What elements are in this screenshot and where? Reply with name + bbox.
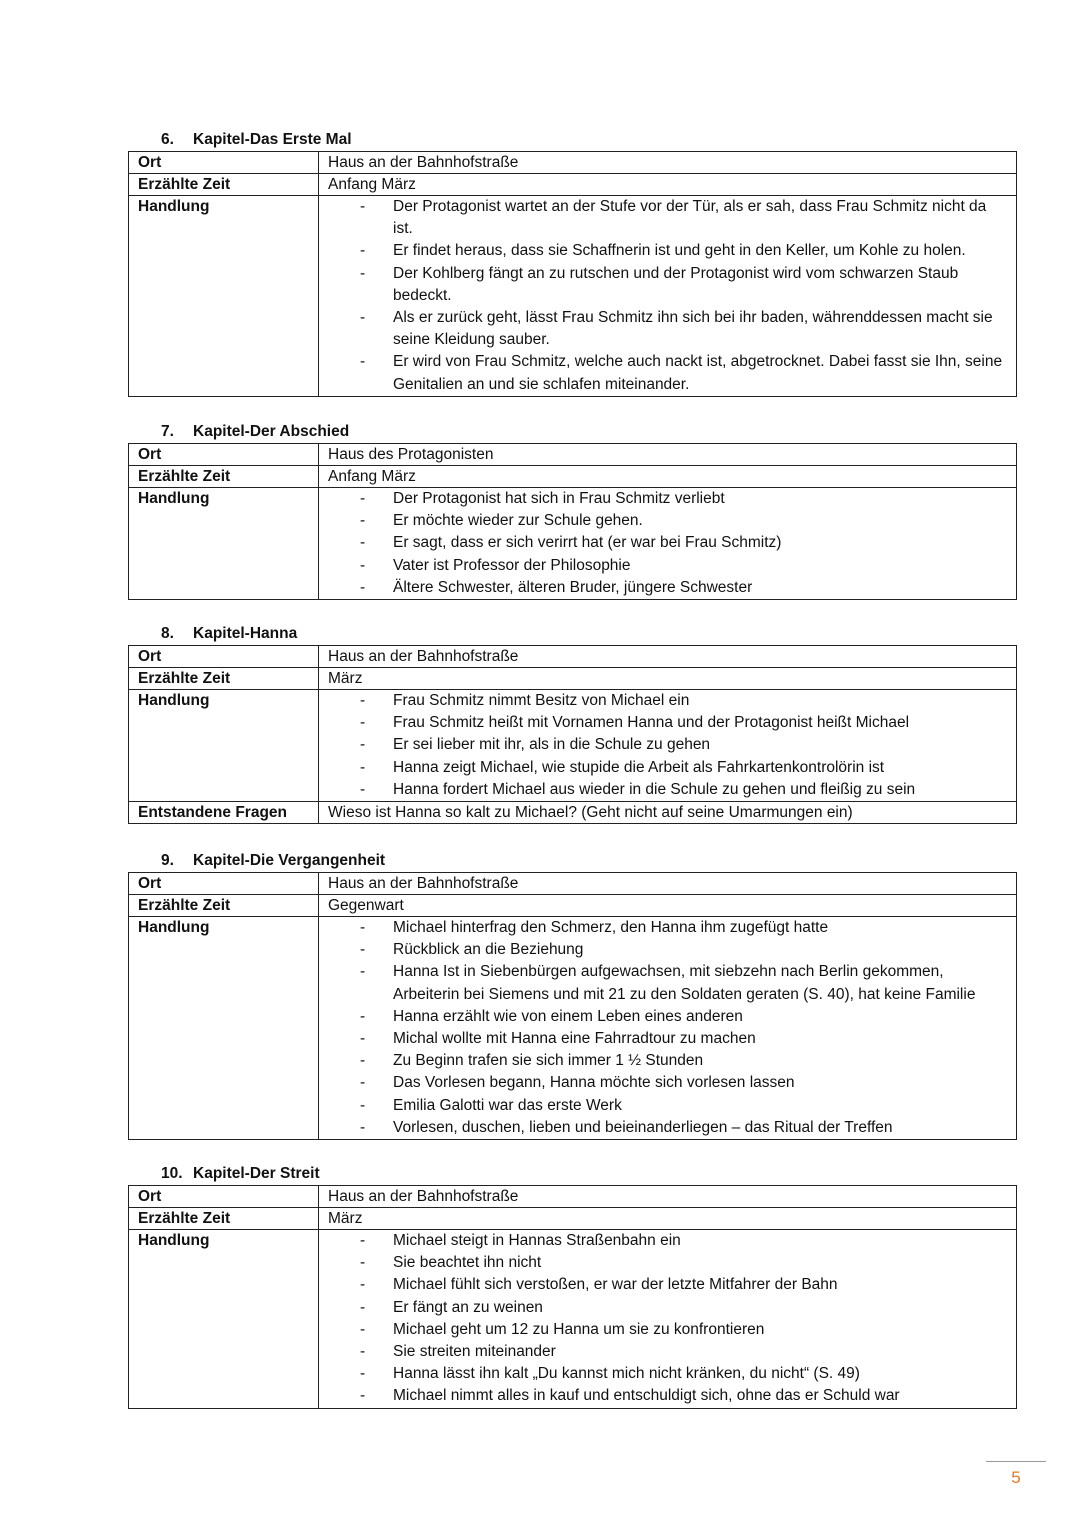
list-item: - Sie beachtet ihn nicht: [319, 1252, 1016, 1274]
row-ort: [129, 444, 1017, 466]
list-item: - Michael fühlt sich verstoßen, er war der letzte Mitfahrer der Bahn: [319, 1274, 1016, 1296]
value-ort: Haus an der Bahnhofstraße: [319, 873, 1017, 895]
row-zeit: [129, 466, 1017, 488]
row-zeit: [129, 1208, 1017, 1230]
value-ort: Haus an der Bahnhofstraße: [319, 646, 1017, 668]
value-handlung: [319, 1230, 1017, 1409]
list-item: - Emilia Galotti war das erste Werk: [319, 1095, 1016, 1117]
list-item: - Als er zurück geht, lässt Frau Schmitz ihn sich bei ihr baden, währenddessen macht sie seine Kleidung sauber.: [319, 307, 1016, 351]
handlung-list: [319, 917, 1016, 1139]
value-fragen: Wieso ist Hanna so kalt zu Michael? (Geht nicht auf seine Umarmungen ein): [319, 802, 1017, 824]
chapter-table: [128, 443, 1017, 600]
row-zeit: [129, 668, 1017, 690]
chapter-title: Kapitel-Der Streit: [193, 1165, 320, 1182]
label-ort: Ort: [129, 1186, 319, 1208]
label-zeit: Erzählte Zeit: [129, 466, 319, 488]
label-zeit: Erzählte Zeit: [129, 668, 319, 690]
list-item: - Hanna fordert Michael aus wieder in die Schule zu gehen und fleißig zu sein: [319, 779, 1016, 801]
list-item: - Hanna erzählt wie von einem Leben eines anderen: [319, 1006, 1016, 1028]
value-handlung: [319, 917, 1017, 1140]
value-handlung: [319, 488, 1017, 600]
chapter-table: [128, 151, 1017, 397]
handlung-list: [319, 488, 1016, 599]
row-ort: [129, 646, 1017, 668]
label-ort: Ort: [129, 873, 319, 895]
list-item: - Michael hinterfrag den Schmerz, den Hanna ihm zugefügt hatte: [319, 917, 1016, 939]
handlung-list: [319, 1230, 1016, 1408]
list-item: - Er wird von Frau Schmitz, welche auch nackt ist, abgetrocknet. Dabei fasst sie Ihn, seine Genitalien an und sie schlafen miteinander.: [319, 351, 1016, 395]
chapter-6: [128, 129, 1017, 397]
chapter-heading: [128, 1163, 1017, 1185]
label-ort: Ort: [129, 444, 319, 466]
value-zeit: Gegenwart: [319, 895, 1017, 917]
value-ort: Haus an der Bahnhofstraße: [319, 152, 1017, 174]
value-zeit: Anfang März: [319, 174, 1017, 196]
list-item: - Er sei lieber mit ihr, als in die Schule zu gehen: [319, 734, 1016, 756]
chapter-title: Kapitel-Hanna: [193, 625, 298, 642]
chapter-number: 7.: [161, 423, 174, 440]
row-handlung: [129, 488, 1017, 600]
label-zeit: Erzählte Zeit: [129, 895, 319, 917]
value-ort: Haus an der Bahnhofstraße: [319, 1186, 1017, 1208]
list-item: - Der Kohlberg fängt an zu rutschen und der Protagonist wird vom schwarzen Staub bedeckt.: [319, 263, 1016, 307]
chapter-number: 9.: [161, 852, 174, 869]
list-item: - Vorlesen, duschen, lieben und beieinanderliegen – das Ritual der Treffen: [319, 1117, 1016, 1139]
value-zeit: März: [319, 668, 1017, 690]
list-item: - Vater ist Professor der Philosophie: [319, 555, 1016, 577]
row-ort: [129, 152, 1017, 174]
list-item: - Hanna lässt ihn kalt „Du kannst mich nicht kränken, du nicht“ (S. 49): [319, 1363, 1016, 1385]
label-fragen: Entstandene Fragen: [129, 802, 319, 824]
chapter-number: 6.: [161, 131, 174, 148]
list-item: - Der Protagonist hat sich in Frau Schmitz verliebt: [319, 488, 1016, 510]
list-item: - Zu Beginn trafen sie sich immer 1 ½ Stunden: [319, 1050, 1016, 1072]
value-ort: Haus des Protagonisten: [319, 444, 1017, 466]
label-handlung: Handlung: [129, 690, 319, 802]
row-handlung: [129, 196, 1017, 397]
list-item: - Hanna Ist in Siebenbürgen aufgewachsen, mit siebzehn nach Berlin gekommen, Arbeiterin bei Siemens und mit 21 zu den Soldaten geraten (S. 40), hat keine Familie: [319, 961, 1016, 1005]
label-zeit: Erzählte Zeit: [129, 1208, 319, 1230]
list-item: - Ältere Schwester, älteren Bruder, jüngere Schwester: [319, 577, 1016, 599]
chapter-heading: [128, 850, 1017, 872]
label-ort: Ort: [129, 152, 319, 174]
chapter-number: 8.: [161, 625, 174, 642]
row-ort: [129, 1186, 1017, 1208]
row-handlung: [129, 917, 1017, 1140]
chapter-10: [128, 1163, 1017, 1409]
row-zeit: [129, 174, 1017, 196]
list-item: - Hanna zeigt Michael, wie stupide die Arbeit als Fahrkartenkontrolörin ist: [319, 757, 1016, 779]
list-item: - Frau Schmitz nimmt Besitz von Michael ein: [319, 690, 1016, 712]
chapter-table: [128, 872, 1017, 1140]
value-zeit: Anfang März: [319, 466, 1017, 488]
list-item: - Das Vorlesen begann, Hanna möchte sich vorlesen lassen: [319, 1072, 1016, 1094]
chapter-heading: [128, 623, 1017, 645]
chapter-8: [128, 623, 1017, 824]
label-zeit: Erzählte Zeit: [129, 174, 319, 196]
list-item: - Michael nimmt alles in kauf und entschuldigt sich, ohne das er Schuld war: [319, 1385, 1016, 1407]
chapter-heading: [128, 421, 1017, 443]
chapter-table: [128, 645, 1017, 824]
list-item: - Michael steigt in Hannas Straßenbahn ein: [319, 1230, 1016, 1252]
chapter-table: [128, 1185, 1017, 1409]
list-item: - Er fängt an zu weinen: [319, 1297, 1016, 1319]
chapter-title: Kapitel-Das Erste Mal: [193, 131, 352, 148]
list-item: - Michal wollte mit Hanna eine Fahrradtour zu machen: [319, 1028, 1016, 1050]
handlung-list: [319, 690, 1016, 801]
label-ort: Ort: [129, 646, 319, 668]
row-zeit: [129, 895, 1017, 917]
list-item: - Der Protagonist wartet an der Stufe vor der Tür, als er sah, dass Frau Schmitz nicht da ist.: [319, 196, 1016, 240]
value-zeit: März: [319, 1208, 1017, 1230]
list-item: - Er sagt, dass er sich verirrt hat (er war bei Frau Schmitz): [319, 532, 1016, 554]
handlung-list: [319, 196, 1016, 396]
label-handlung: Handlung: [129, 917, 319, 1140]
label-handlung: Handlung: [129, 196, 319, 397]
chapter-title: Kapitel-Der Abschied: [193, 423, 350, 440]
list-item: - Michael geht um 12 zu Hanna um sie zu konfrontieren: [319, 1319, 1016, 1341]
row-fragen: [129, 802, 1017, 824]
label-handlung: Handlung: [129, 1230, 319, 1409]
list-item: - Frau Schmitz heißt mit Vornamen Hanna und der Protagonist heißt Michael: [319, 712, 1016, 734]
list-item: - Rückblick an die Beziehung: [319, 939, 1016, 961]
list-item: - Er findet heraus, dass sie Schaffnerin ist und geht in den Keller, um Kohle zu holen.: [319, 240, 1016, 262]
row-handlung: [129, 690, 1017, 802]
chapter-9: [128, 850, 1017, 1140]
label-handlung: Handlung: [129, 488, 319, 600]
value-handlung: [319, 196, 1017, 397]
value-handlung: [319, 690, 1017, 802]
chapter-title: Kapitel-Die Vergangenheit: [193, 852, 386, 869]
page-number: 5: [986, 1461, 1046, 1488]
chapter-heading: [128, 129, 1017, 151]
chapter-number: 10.: [161, 1165, 183, 1182]
row-handlung: [129, 1230, 1017, 1409]
list-item: - Er möchte wieder zur Schule gehen.: [319, 510, 1016, 532]
list-item: - Sie streiten miteinander: [319, 1341, 1016, 1363]
row-ort: [129, 873, 1017, 895]
chapter-7: [128, 421, 1017, 600]
